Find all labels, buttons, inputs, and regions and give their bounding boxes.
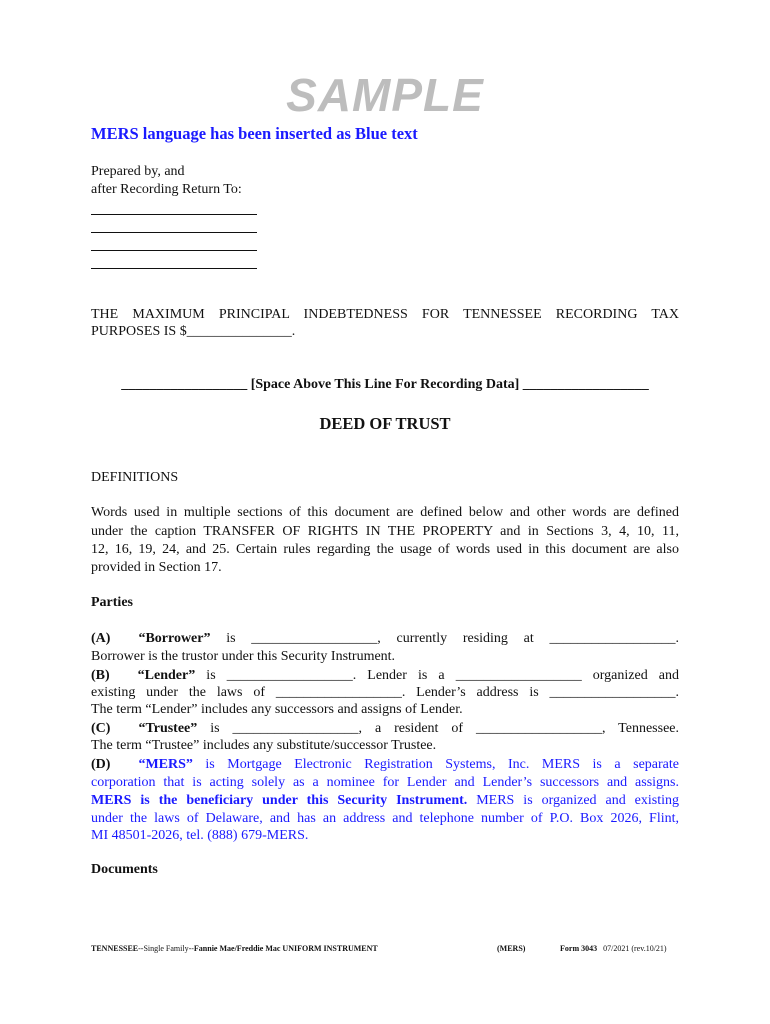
party-c-line2: The term “Trustee” includes any substitute/successor Trustee. [91,738,437,753]
party-c-text: is __________________, a resident of __________________, Tennessee. [197,721,679,736]
footer-family: --Single Family-- [138,944,194,953]
footer-form [560,944,667,953]
party-a-term: “Borrower” [138,631,211,646]
party-c-line1 [91,720,679,738]
party-d-line3 [91,792,679,810]
party-b-label: (B) [91,668,110,683]
party-d-line2: corporation that is acting solely as a nominee for Lender and Lender’s successors and assigns. [91,775,679,790]
footer-instrument [91,944,378,953]
footer-state: TENNESSEE [91,944,139,953]
party-b-line3: The term “Lender” includes any successors and assigns of Lender. [91,702,463,717]
definitions-heading: DEFINITIONS [91,470,179,485]
return-address-blank [91,214,257,215]
recording-data-line: __________________ [Space Above This Line For Recording Data] __________________ [121,377,649,392]
return-address-blank [91,268,257,269]
definitions-line1: Words used in multiple sections of this document are defined below and other words are defined [91,505,679,520]
party-d-line3-text: MERS is organized and existing [467,793,679,808]
party-b-term: “Lender” [137,668,196,683]
prepared-by-line2: after Recording Return To: [91,182,242,197]
max-principal-line1: THE MAXIMUM PRINCIPAL INDEBTEDNESS FOR TENNESSEE RECORDING TAX [91,307,679,322]
party-d-term: “MERS” [138,757,193,772]
party-d-line1 [91,756,679,774]
party-a-text: is __________________, currently residing at __________________. [210,631,679,646]
footer-mers: (MERS) [497,944,526,953]
party-b-line2: existing under the laws of __________________. Lender’s address is __________________. [91,685,679,700]
party-b-text: is __________________. Lender is a __________________ organized and [195,668,679,683]
party-c-label: (C) [91,721,111,736]
party-d-line5: MI 48501-2026, tel. (888) 679-MERS. [91,828,309,843]
party-d-beneficiary: MERS is the beneficiary under this Security Instrument. [91,793,468,808]
definitions-line3: 12, 16, 19, 24, and 25. Certain rules regarding the usage of words used in this document are also [91,542,679,557]
footer-date: 07/2021 (rev.10/21) [603,944,667,953]
documents-heading: Documents [91,862,158,877]
party-a-label: (A) [91,631,111,646]
party-a-line1 [91,630,679,648]
parties-heading: Parties [91,595,133,610]
sample-watermark: SAMPLE [286,69,484,121]
party-d-line4: under the laws of Delaware, and has an address and telephone number of P.O. Box 2026, Flint, [91,811,679,826]
max-principal-line2: PURPOSES IS $_______________. [91,324,296,339]
definitions-line2: under the caption TRANSFER OF RIGHTS IN THE PROPERTY and in Sections 3, 4, 10, 11, [91,524,679,539]
return-address-blank [91,232,257,233]
party-c-term: “Trustee” [138,721,198,736]
definitions-line4: provided in Section 17. [91,560,222,575]
return-address-blank [91,250,257,251]
party-a-line2: Borrower is the trustor under this Security Instrument. [91,649,396,664]
party-b-line1 [91,667,679,685]
document-title: DEED OF TRUST [319,414,451,433]
prepared-by-line1: Prepared by, and [91,164,185,179]
party-d-text: is Mortgage Electronic Registration Systems, Inc. MERS is a separate [192,757,679,772]
mers-note: MERS language has been inserted as Blue text [91,124,418,143]
footer-instrument-name: Fannie Mae/Freddie Mac UNIFORM INSTRUMENT [193,944,378,953]
party-d-label: (D) [91,757,111,772]
footer-form-number: Form 3043 [560,944,598,953]
